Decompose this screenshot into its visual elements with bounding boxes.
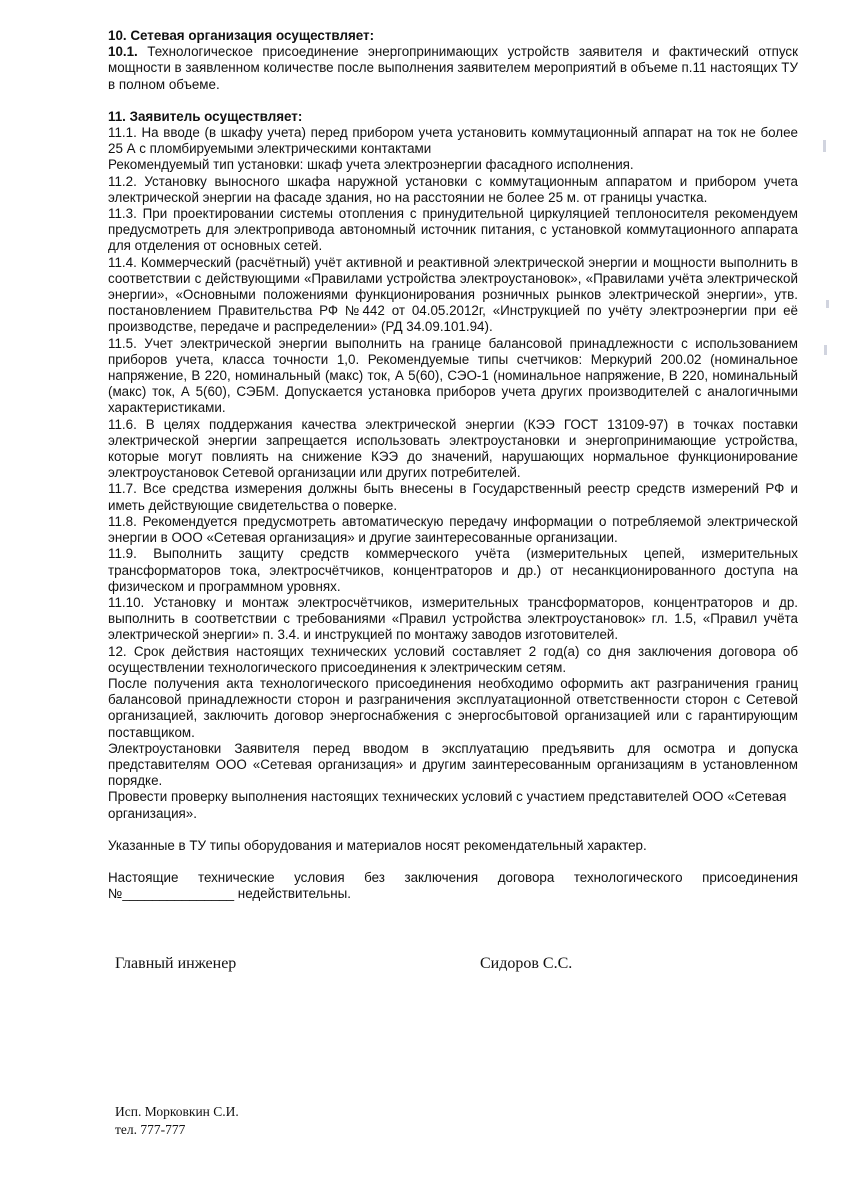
section-11-heading: 11. Заявитель осуществляет: — [108, 108, 303, 124]
paragraph-commissioning: Электроустановки Заявителя перед вводом в эксплуатацию предъявить для осмотра и допуска представителям ООО «Сетевая организация» и другим заинтересованным организациям в установленном порядке. — [108, 740, 798, 789]
paragraph-11-1-recommendation: Рекомендуемый тип установки: шкаф учета электроэнергии фасадного исполнения. — [108, 157, 634, 173]
paragraph-11-2: 11.2. Установку выносного шкафа наружной установки с коммутационным аппаратом и прибором учета электрической энергии на фасаде здания, но на расстоянии не более 25 м. от границы участка. — [108, 173, 798, 205]
paragraph-11-5: 11.5. Учет электрической энергии выполнить на границе балансовой принадлежности с использованием приборов учета, класса точности 1,0. Рекомендуемые типы счетчиков: Меркурий 200.02 (номинальное напряжение, В 220, номинальный (макс) ток, А 5(60), СЭО-1 (номинальное напряжение, В 220, номинальный (макс) ток, А 5(60), СЭБМ. Допускается установка приборов учета других производителей с аналогичными характеристиками. — [108, 335, 798, 416]
paragraph-10-1-text: Технологическое присоединение энергопринимающих устройств заявителя и фактический отпуск мощности в заявленном количестве после выполнения заявителем мероприятий в объеме п.11 настоящих ТУ в полном объеме. — [108, 44, 798, 92]
paragraph-11-6: 11.6. В целях поддержания качества электрической энергии (КЭЭ ГОСТ 13109-97) в точках поставки электрической энергии запрещается использовать электроустановки и энергопринимающие устройства, которые могут повлиять на снижение КЭЭ до значений, нарушающих нормальное функционирование электроустановок Сетевой организации или других потребителей. — [108, 416, 798, 481]
scan-artifact — [823, 140, 826, 152]
section-10-heading: 10. Сетевая организация осуществляет: — [108, 28, 375, 43]
paragraph-11-7: 11.7. Все средства измерения должны быть внесены в Государственный реестр средств измерений РФ и иметь действующие свидетельства о поверке. — [108, 481, 798, 513]
paragraph-11-4: 11.4. Коммерческий (расчётный) учёт активной и реактивной электрической энергии и мощности выполнить в соответствии с действующими «Правилами устройства электроустановок», «Правилами учёта электрической энергии», «Основными положениями функционирования розничных рынков электрической энергии», утв. постановлением Правительства РФ №442 от 04.05.2012г, «Инструкцией по учёту электроэнергии при её производстве, передаче и распределении» (РД 34.09.101.94). — [108, 254, 798, 335]
paragraph-11-10: 11.10. Установку и монтаж электросчётчиков, измерительных трансформаторов, концентраторов и др. выполнить в соответствии с требованиями «Правил устройства электроустановок» гл. 1.5, «Правил учёта электрической энергии» п. 3.4. и инструкцией по монтажу заводов изготовителей. — [108, 594, 798, 643]
paragraph-11-3: 11.3. При проектировании системы отопления с принудительной циркуляцией теплоносителя рекомендуем предусмотреть для электропривода автономный источник питания, с установкой коммутационного аппарата для отделения от основных сетей. — [108, 206, 798, 254]
note-validity: Настоящие технические условия без заключения договора технологического присоединения №_______________ недействительны. — [108, 869, 798, 902]
note-recommendation: Указанные в ТУ типы оборудования и материалов носят рекомендательный характер. — [108, 837, 647, 853]
footer-executor: Исп. Морковкин С.И. — [115, 1104, 239, 1119]
scan-artifact — [826, 300, 829, 308]
scan-artifact — [824, 345, 827, 355]
signature-name: Сидоров С.С. — [480, 955, 573, 972]
paragraph-verification: Провести проверку выполнения настоящих технических условий с участием представителей ООО «Сетевая организация». — [108, 789, 787, 821]
footer-phone: тел. 777-777 — [115, 1122, 186, 1137]
paragraph-11-1: 11.1. На вводе (в шкафу учета) перед прибором учета установить коммутационный аппарат на ток не более 25 А с пломбируемыми электрическими контактами — [108, 125, 798, 157]
footer — [115, 1103, 239, 1139]
paragraph-11-8: 11.8. Рекомендуется предусмотреть автоматическую передачу информации о потребляемой электрической энергии в ООО «Сетевая организация» и другие заинтересованные организации. — [108, 513, 798, 546]
paragraph-10-1-number: 10.1. — [108, 44, 138, 60]
signature-position: Главный инженер — [115, 955, 237, 972]
paragraph-11-9: 11.9. Выполнить защиту средств коммерческого учёта (измерительных цепей, измерительных трансформаторов тока, электросчётчиков, концентраторов и др.) от несанкционированного доступа на физическом и программном уровнях. — [108, 546, 798, 594]
paragraph-act-boundaries: После получения акта технологического присоединения необходимо оформить акт разграничения границ балансовой принадлежности сторон и разграничения эксплуатационной ответственности сторон с Сетевой организацией, заключить договор энергоснабжения с энергосбытовой организацией или с гарантирующим поставщиком. — [108, 675, 798, 740]
document-body — [108, 28, 798, 902]
paragraph-10-1 — [108, 44, 798, 93]
paragraph-12: 12. Срок действия настоящих технических условий составляет 2 год(а) со дня заключения договора об осуществлении технологического присоединения к электрическим сетям. — [108, 643, 798, 675]
